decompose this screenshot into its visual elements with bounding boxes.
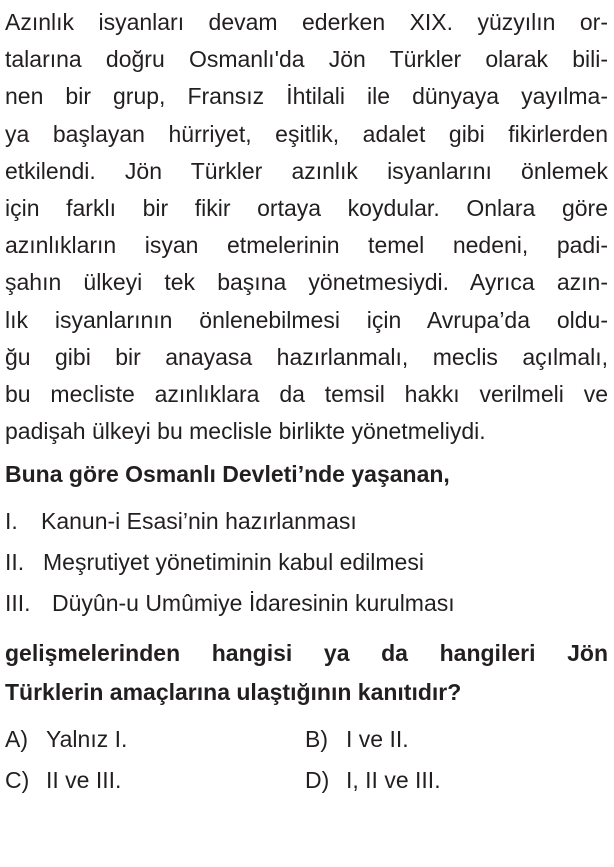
option-c[interactable] bbox=[5, 760, 305, 801]
option-a[interactable] bbox=[5, 719, 305, 760]
passage-text bbox=[5, 0, 608, 450]
option-text: Yalnız I. bbox=[46, 726, 128, 753]
option-letter: C) bbox=[5, 767, 30, 794]
option-text: I, II ve III. bbox=[346, 767, 441, 794]
passage-line: Azınlık isyanları devam ederken XIX. yüzyılın or- bbox=[5, 9, 608, 35]
question-prompt-line: Türklerin amaçlarına ulaştığının kanıtıdır? bbox=[5, 678, 462, 705]
option-text: II ve III. bbox=[46, 767, 122, 794]
question-prompt-line: gelişmelerinden hangisi ya da hangileri Jön bbox=[5, 640, 608, 667]
passage-line: azınlıkların isyan etmelerinin temel nedeni, padi- bbox=[5, 232, 608, 259]
passage-line: ğu gibi bir anayasa hazırlanmalı, meclis açılmalı, bbox=[5, 343, 608, 370]
option-letter: A) bbox=[5, 726, 28, 753]
statement-number: II. bbox=[5, 549, 25, 576]
statement-item bbox=[5, 583, 608, 624]
statement-text: Meşrutiyet yönetiminin kabul edilmesi bbox=[43, 549, 424, 576]
statement-number: III. bbox=[5, 590, 31, 617]
option-text: I ve II. bbox=[346, 726, 409, 753]
statement-list bbox=[5, 501, 608, 624]
statement-item bbox=[5, 542, 608, 583]
option-letter: D) bbox=[305, 767, 330, 794]
passage-line: etkilendi. Jön Türkler azınlık isyanlarını önlemek bbox=[5, 157, 608, 184]
passage-line: nen bir grup, Fransız İhtilali ile dünyaya yayılma- bbox=[5, 83, 608, 110]
statement-item bbox=[5, 501, 608, 542]
passage-line: padişah ülkeyi bu meclisle birlikte yönetmeliydi. bbox=[5, 418, 486, 445]
statement-text: Düyûn-u Umûmiye İdaresinin kurulması bbox=[52, 590, 455, 617]
question-stem: Buna göre Osmanlı Devleti’nde yaşanan, bbox=[5, 461, 450, 488]
question-prompt bbox=[5, 634, 608, 711]
passage-line: için farklı bir fikir ortaya koydular. Onlara göre bbox=[5, 195, 608, 222]
statement-number: I. bbox=[5, 508, 18, 535]
answer-options bbox=[5, 719, 608, 801]
option-b[interactable] bbox=[305, 719, 595, 760]
passage-line: şahın ülkeyi tek başına yönetmesiydi. Ayrıca azın- bbox=[5, 269, 608, 296]
option-d[interactable] bbox=[305, 760, 595, 801]
statement-text: Kanun-i Esasi’nin hazırlanması bbox=[41, 508, 357, 535]
passage-line: talarına doğru Osmanlı'da Jön Türkler olarak bili- bbox=[5, 46, 608, 73]
passage-line: bu mecliste azınlıklara da temsil hakkı verilmeli ve bbox=[5, 381, 608, 408]
option-letter: B) bbox=[305, 726, 328, 753]
passage-line: lık isyanlarının önlenebilmesi için Avrupa’da oldu- bbox=[5, 306, 608, 333]
passage-line: ya başlayan hürriyet, eşitlik, adalet gibi fikirlerden bbox=[5, 120, 608, 147]
